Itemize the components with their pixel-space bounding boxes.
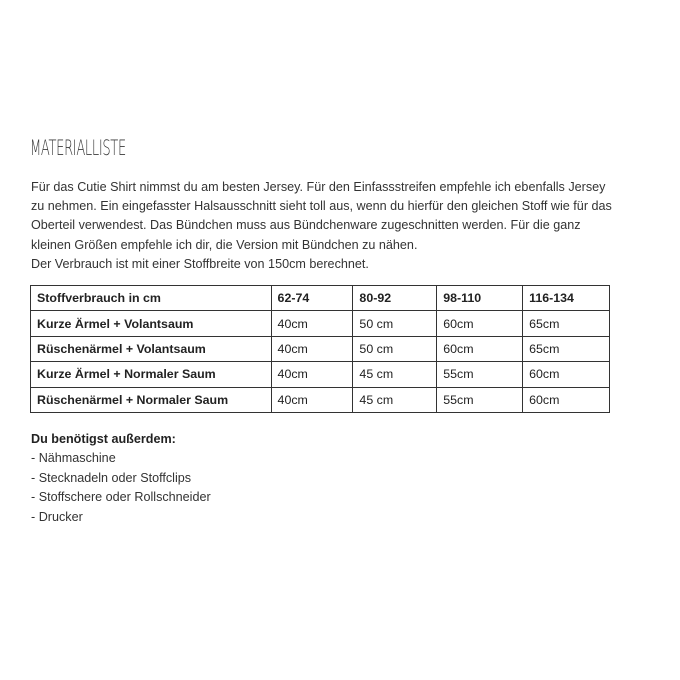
page-title: MATERIALLISTE: [30, 136, 126, 160]
table-row: [31, 387, 610, 412]
table-cell: 40cm: [271, 387, 353, 412]
intro-line: Für das Cutie Shirt nimmst du am besten Jersey. Für den Einfassstreifen empfehle ich ebenfalls Jersey: [31, 180, 606, 194]
column-header: 62-74: [271, 286, 353, 311]
table-header-row: [31, 286, 610, 311]
table-cell: 45 cm: [353, 387, 437, 412]
table-cell: 50 cm: [353, 311, 437, 336]
intro-line: kleinen Größen empfehle ich dir, die Version mit Bündchen zu nähen.: [31, 237, 418, 252]
table-cell: 45 cm: [353, 362, 437, 387]
list-item: - Stecknadeln oder Stoffclips: [31, 470, 192, 485]
table-row: [31, 362, 610, 387]
column-header: 116-134: [523, 286, 610, 311]
table-cell: 60cm: [523, 387, 610, 412]
table-row: [31, 336, 610, 361]
table-cell: 65cm: [523, 336, 610, 361]
intro-line: Oberteil verwendest. Das Bündchen muss aus Bündchenware zugeschnitten werden. Für die ganz: [31, 218, 581, 233]
row-label: Kurze Ärmel + Volantsaum: [31, 311, 272, 336]
table-cell: 55cm: [437, 387, 523, 412]
table-cell: 40cm: [271, 336, 353, 361]
table-cell: 40cm: [271, 311, 353, 336]
row-label: Rüschenärmel + Normaler Saum: [31, 387, 272, 412]
materials-list: [31, 449, 211, 527]
column-header: 80-92: [353, 286, 437, 311]
row-label: Rüschenärmel + Volantsaum: [31, 336, 272, 361]
intro-line: zu nehmen. Ein eingefasster Halsausschnitt sieht toll aus, wenn du hierfür den gleichen Stoff wie für das: [31, 199, 612, 214]
additional-materials: [31, 430, 211, 527]
table-cell: 60cm: [437, 311, 523, 336]
table-cell: 40cm: [271, 362, 353, 387]
additional-materials-heading: Du benötigst außerdem:: [31, 432, 176, 446]
table-cell: 60cm: [437, 336, 523, 361]
list-item: - Nähmaschine: [31, 451, 116, 466]
table-cell: 65cm: [523, 311, 610, 336]
intro-text: [31, 178, 656, 274]
list-item: - Drucker: [31, 509, 83, 524]
table-cell: 60cm: [523, 362, 610, 387]
table-cell: 50 cm: [353, 336, 437, 361]
intro-line: Der Verbrauch ist mit einer Stoffbreite von 150cm berechnet.: [31, 256, 369, 271]
column-header: 98-110: [437, 286, 523, 311]
column-header: Stoffverbrauch in cm: [31, 286, 272, 311]
row-label: Kurze Ärmel + Normaler Saum: [31, 362, 272, 387]
table-row: [31, 311, 610, 336]
list-item: - Stoffschere oder Rollschneider: [31, 490, 211, 505]
table-cell: 55cm: [437, 362, 523, 387]
fabric-consumption-table: [30, 285, 610, 413]
